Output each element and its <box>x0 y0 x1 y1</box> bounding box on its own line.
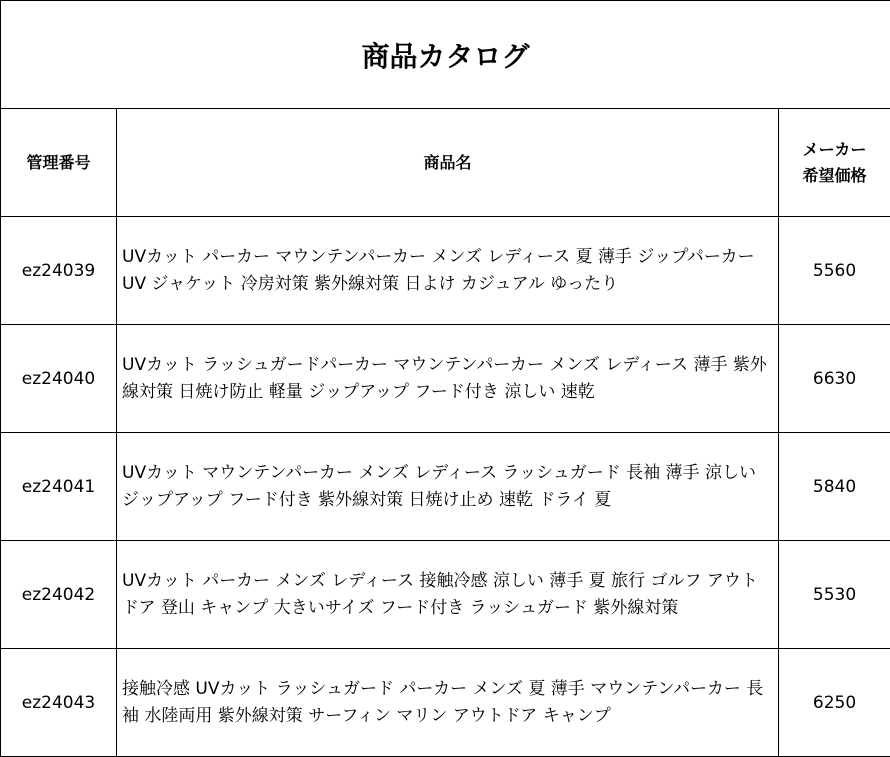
product-id: ez24040 <box>1 325 117 433</box>
product-name: UVカット パーカー メンズ レディース 接触冷感 涼しい 薄手 夏 旅行 ゴルフ アウトドア 登山 キャンプ 大きいサイズ フード付き ラッシュガード 紫外線対策 <box>117 541 779 649</box>
table-row <box>1 541 890 649</box>
product-id: ez24043 <box>1 649 117 757</box>
header-id: 管理番号 <box>1 109 117 217</box>
header-name: 商品名 <box>117 109 779 217</box>
product-price: 5530 <box>779 541 890 649</box>
header-row <box>1 109 890 217</box>
table-row <box>1 325 890 433</box>
header-price <box>779 109 890 217</box>
product-price: 5840 <box>779 433 890 541</box>
product-price: 6630 <box>779 325 890 433</box>
header-price-line2: 希望価格 <box>802 165 867 185</box>
table-row <box>1 433 890 541</box>
table-row <box>1 217 890 325</box>
product-name: UVカット パーカー マウンテンパーカー メンズ レディース 夏 薄手 ジップパーカー UV ジャケット 冷房対策 紫外線対策 日よけ カジュアル ゆったり <box>117 217 779 325</box>
catalog-title: 商品カタログ <box>1 1 890 109</box>
product-id: ez24041 <box>1 433 117 541</box>
product-name: UVカット マウンテンパーカー メンズ レディース ラッシュガード 長袖 薄手 涼しい ジップアップ フード付き 紫外線対策 日焼け止め 速乾 ドライ 夏 <box>117 433 779 541</box>
product-name: 接触冷感 UVカット ラッシュガード パーカー メンズ 夏 薄手 マウンテンパーカー 長袖 水陸両用 紫外線対策 サーフィン マリン アウトドア キャンプ <box>117 649 779 757</box>
product-id: ez24042 <box>1 541 117 649</box>
product-price: 5560 <box>779 217 890 325</box>
product-price: 6250 <box>779 649 890 757</box>
table-row <box>1 649 890 757</box>
header-price-line1: メーカー <box>802 139 867 159</box>
product-name: UVカット ラッシュガードパーカー マウンテンパーカー メンズ レディース 薄手 紫外線対策 日焼け防止 軽量 ジップアップ フード付き 涼しい 速乾 <box>117 325 779 433</box>
product-id: ez24039 <box>1 217 117 325</box>
